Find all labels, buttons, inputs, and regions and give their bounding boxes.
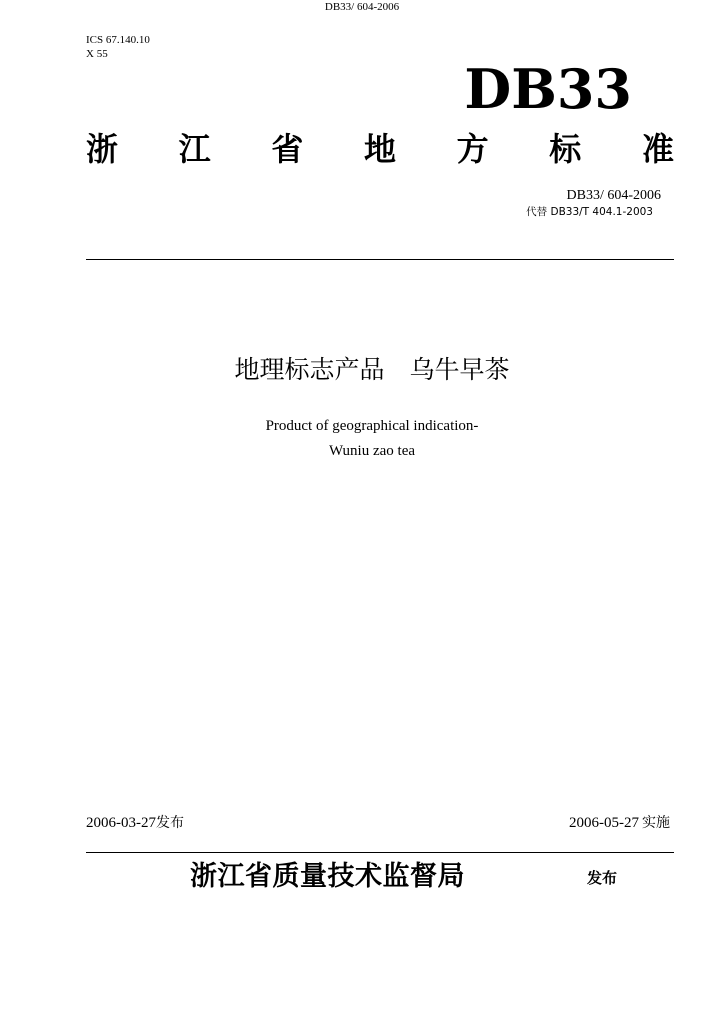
issue-date: 2006-03-27 <box>86 815 156 831</box>
running-header: DB33/ 604-2006 <box>324 1 400 13</box>
bottom-divider <box>86 852 674 853</box>
title-english-line2: Wuniu zao tea <box>328 443 416 459</box>
standard-type-char: 江 <box>178 130 211 168</box>
standard-type-heading <box>86 126 674 172</box>
standard-type-char: 省 <box>271 130 304 168</box>
standard-mark: DB33 <box>464 57 632 121</box>
replaces-note: 代替 DB33/T 404.1-2003 <box>526 206 653 218</box>
standard-type-char: 地 <box>363 130 396 168</box>
title-chinese: 地理标志产品 乌牛早茶 <box>234 355 510 384</box>
standard-type-char: 准 <box>641 130 674 168</box>
standard-type-char: 方 <box>456 130 489 168</box>
implementation-label: 实施 <box>642 815 670 831</box>
title-english-line1: Product of geographical indication- <box>265 418 479 434</box>
issuer-name: 浙江省质量技术监督局 <box>190 861 465 892</box>
issue-date-line <box>86 813 184 833</box>
standard-type-char: 标 <box>549 130 582 168</box>
standard-number: DB33/ 604-2006 <box>566 188 661 203</box>
implementation-date-line <box>569 813 670 833</box>
issuer-suffix: 发布 <box>587 869 618 887</box>
standard-type-char: 浙 <box>86 130 119 168</box>
implementation-date: 2006-05-27 <box>568 815 639 831</box>
top-divider <box>86 259 674 260</box>
classification-code: X 55 <box>86 48 108 60</box>
ics-code: ICS 67.140.10 <box>86 34 150 46</box>
issue-label: 发布 <box>156 815 184 831</box>
